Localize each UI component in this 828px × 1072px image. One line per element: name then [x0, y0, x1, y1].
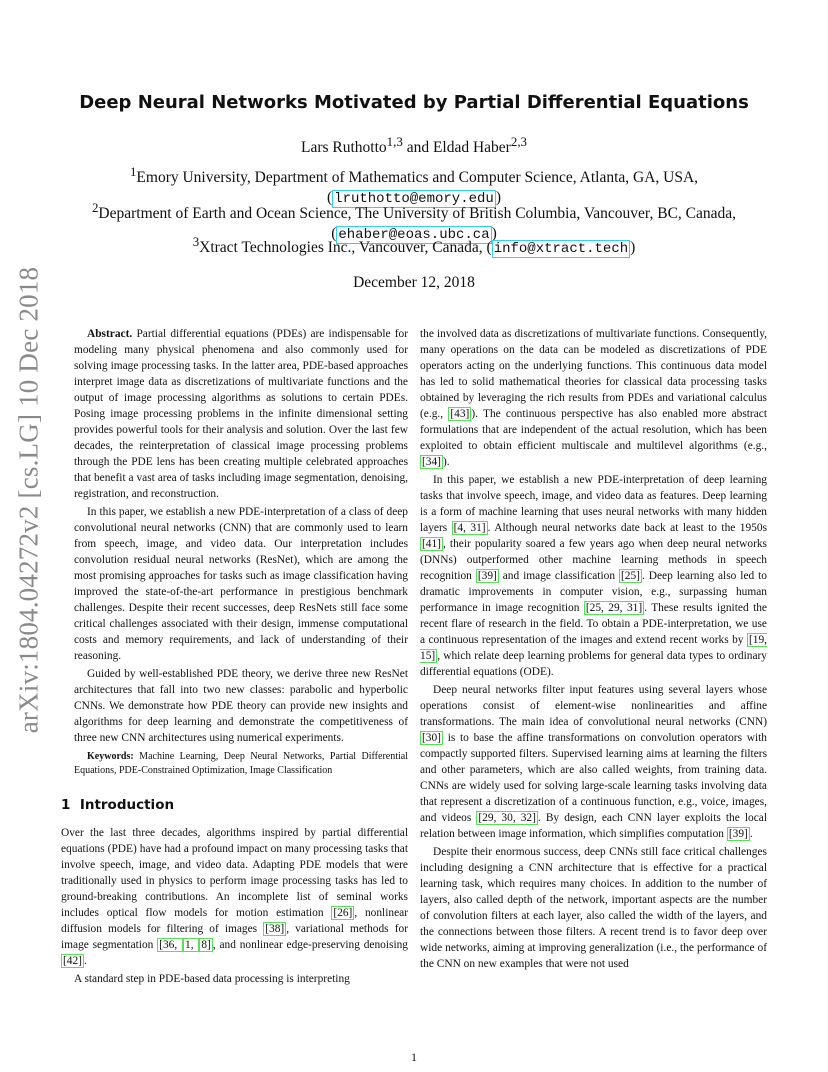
citation-link[interactable]: [29, 30, 32] [478, 812, 536, 824]
affiliation-3-number: 3 [192, 234, 200, 249]
text-run: , which relate deep learning problems for general data types to ordinary differential equations (ODE). [420, 650, 767, 678]
text-run: and image classification [498, 570, 619, 582]
citation-link[interactable]: [30] [422, 732, 441, 744]
citation-link[interactable]: [43] [450, 408, 470, 420]
citation-link[interactable]: [34] [422, 456, 441, 468]
abstract-paragraph-1-text: Partial differential equations (PDEs) are indispensable for modeling many physical phenomena and also commonly used for solving image processing tasks. In the latter area, PDE-based approaches interpret image data as discretizations of multivariate functions and the output of image processing algorithms as solutions to certain PDEs. Posing image processing problems in the infinite dimensional setting provides powerful tools for their analysis and solution. Over the last few decades, the reinterpretation of classical image processing problems through the PDE lens has been creating multiple celebrated approaches that benefit a vast area of tasks including image segmentation, denoising, registration, and reconstruction. [74, 328, 408, 500]
citation-link[interactable]: [25] [620, 570, 640, 582]
text-run: , variational methods for image segmentation [61, 923, 408, 951]
abstract-paragraph-2: In this paper, we establish a new PDE-interpretation of a class of deep convolutional neural networks (CNN) that are commonly used to learn from speech, image, and video data. Our interpretation includes convolution residual neural networks (ResNet), which are among the most promising approaches for tasks such as image classification having improved the state-of-the-art performance in prestigious benchmark challenges. Despite their recent successes, deep ResNets still face some critical challenges associated with their design, immense computational costs and memory requirements, and lack of understanding of their reasoning. [74, 506, 408, 662]
abstract-label: Abstract. [87, 328, 133, 340]
text-run: Deep neural networks filter input features using several layers whose operations consist of element-wise nonlinearities and affine transformations. The main idea of convolutional neural networks (CNN) [420, 684, 767, 728]
abstract-block [61, 326, 408, 777]
citation-link[interactable]: [25, 29, 31] [585, 602, 643, 614]
citation-link[interactable]: [38] [265, 923, 285, 935]
keywords-text: Machine Learning, Deep Neural Networks, Partial Differential Equations, PDE-Constrained Optimization, Image Classification [74, 751, 408, 776]
citation-link[interactable]: [39] [477, 570, 497, 582]
affiliation-2-email-link[interactable]: ehaber@eoas.ubc.ca [338, 227, 490, 244]
citation-link[interactable]: 1, [185, 939, 198, 951]
citation-link[interactable]: [19, 15] [420, 634, 767, 662]
text-run: Over the last three decades, algorithms inspired by partial differential equations (PDE) have had a profound impact on many processing tasks that involve speech, image, and video data. Adapting PDE models that were traditionally used in physics to perform image processing tasks has led to ground-breaking contributions. An incomplete list of seminal works includes optical flow models for motion estimation [61, 827, 408, 919]
intro-paragraph-2: A standard step in PDE-based data processing is interpreting [74, 973, 350, 985]
citation-link[interactable]: [36, [159, 939, 181, 951]
left-column [61, 326, 408, 987]
citation-link[interactable]: [41] [422, 538, 441, 550]
paper-title: Deep Neural Networks Motivated by Partial Differential Equations [79, 92, 749, 113]
abstract-paragraph-1 [74, 326, 408, 502]
intro-paragraph-continued [420, 326, 767, 470]
text-run: . These results ignited the recent flare of research in the field. To obtain a PDE-interpretation, we use a continuous representation of the images and extend recent works by [420, 602, 767, 646]
text-run: the involved data as discretizations of multivariate functions. Consequently, many operations on the data can be modeled as discretizations of PDE operators acting on the underlying functions. This continuous data model has led to solid mathematical theories for classical data processing tasks obtained by leveraging the rich results from PDEs and variational calculus (e.g., [420, 328, 767, 420]
author-separator: and [402, 139, 433, 157]
affiliation-2: $^2$Department of Earth and Ocean Science, The University of British Columbia, Vancouver, BC, Canada, ( ehaber@eoas.ubc.ca ) [91, 200, 737, 244]
affiliation-2-number: 2 [91, 200, 99, 215]
text-run: . Although neural networks date back at least to the 1950s [487, 522, 767, 534]
text-run: . By design, each CNN layer exploits the local relation between image information, which simplifies computation [420, 812, 767, 840]
section-title: Introduction [79, 797, 175, 813]
text-run: ). The continuous perspective has also enabled more abstract formulations that are independent of the actual resolution, which has been exploited to obtain efficient multiscale and multilevel algorithms (e.g., [420, 408, 767, 452]
intro-paragraph-3 [420, 472, 767, 680]
citation-link[interactable]: [26] [333, 907, 353, 919]
right-column [420, 326, 767, 972]
intro-paragraph-4 [420, 682, 767, 842]
text-run: is to base the affine transformations on convolution operators with compactly supported filters. Supervised learning aims at learning the filters and other parameters, which are also called weights, from training data. CNNs are widely used for solving large-scale learning tasks involving data that represent a discretization of a continuous function, e.g., voice, images, and videos [420, 732, 767, 824]
intro-paragraph-5: Despite their enormous success, deep CNNs still face critical challenges including designing a CNN architecture that is effective for a practical learning task, which requires many choices. In addition to the number of layers, also called depth of the network, important aspects are the number of convolution filters at each layer, also called the width of the layers, and the connections between those filters. A recent trend is to favor deep over wide networks, aiming at improving generalization (i.e., the performance of the CNN on new examples that were not used [420, 846, 767, 970]
citation-link[interactable]: [39] [728, 828, 748, 840]
text-run: . [749, 828, 753, 840]
affiliation-3-email-link[interactable]: info@xtract.tech [493, 241, 629, 258]
citation-link[interactable]: 8] [201, 939, 211, 951]
abstract-paragraph-3: Guided by well-established PDE theory, we derive three new ResNet architectures that fall into two new classes: parabolic and hyperbolic CNNs. We demonstrate how PDE theory can provide new insights and algorithms for deep learning and demonstrate the competitiveness of three new CNN architectures using numerical experiments. [74, 668, 408, 744]
citation-link[interactable]: [42] [63, 955, 82, 967]
author-line [0, 134, 828, 157]
text-run: , their popularity soared a few years ago when deep neural networks (DNNs) outperformed other machine learning methods in speech recognition [420, 538, 767, 582]
text-run: In this paper, we establish a new PDE-interpretation of deep learning tasks that involve speech, image, and video data as features. Deep learning is a form of machine learning that uses neural networks with many hidden layers [420, 474, 767, 534]
intro-paragraph-1 [61, 825, 408, 969]
text-run: . [83, 955, 87, 967]
author-2-affiliation-marks: 2,3 [510, 134, 527, 149]
author-2-name: Eldad Haber [432, 139, 511, 157]
affiliation-3: $^3$Xtract Technologies Inc., Vancouver, Canada, ( info@xtract.tech ) [192, 234, 636, 258]
affiliation-1: $^1$Emory University, Department of Mathematics and Computer Science, Atlanta, GA, USA, ( lruthotto@emory.edu ) [129, 164, 699, 208]
paper-date: December 12, 2018 [353, 274, 475, 291]
keywords-label: Keywords: [87, 751, 134, 762]
text-run: , nonlinear diffusion models for filtering of images [61, 907, 408, 935]
author-1-name: Lars Ruthotto [300, 139, 387, 157]
affiliation-3-text: Xtract Technologies Inc., Vancouver, Canada, [199, 239, 487, 257]
affiliation-1-text: Emory University, Department of Mathematics and Computer Science, Atlanta, GA, USA, [136, 169, 699, 187]
affiliation-1-email-link[interactable]: lruthotto@emory.edu [334, 191, 494, 208]
arxiv-side-stamp [13, 266, 44, 734]
text-run: , and nonlinear edge-preserving denoising [212, 939, 408, 951]
section-heading-introduction [61, 797, 408, 813]
text-run: ). [442, 456, 450, 468]
citation-link[interactable]: [4, 31] [453, 522, 486, 534]
keywords [74, 750, 408, 777]
author-1-affiliation-marks: 1,3 [386, 134, 403, 149]
affiliation-2-text: Department of Earth and Ocean Science, The University of British Columbia, Vancouver, BC, Canada, [98, 205, 737, 223]
arxiv-identifier: arXiv:1804.04272v2 [cs.LG] 10 Dec 2018 [13, 266, 44, 734]
page-number: 1 [411, 1050, 417, 1064]
text-run: . Deep learning also led to dramatic improvements in computer vision, e.g., surpassing human performance in image recognition [420, 570, 767, 614]
section-number: 1 [61, 797, 71, 813]
affiliation-1-number: 1 [129, 164, 137, 179]
